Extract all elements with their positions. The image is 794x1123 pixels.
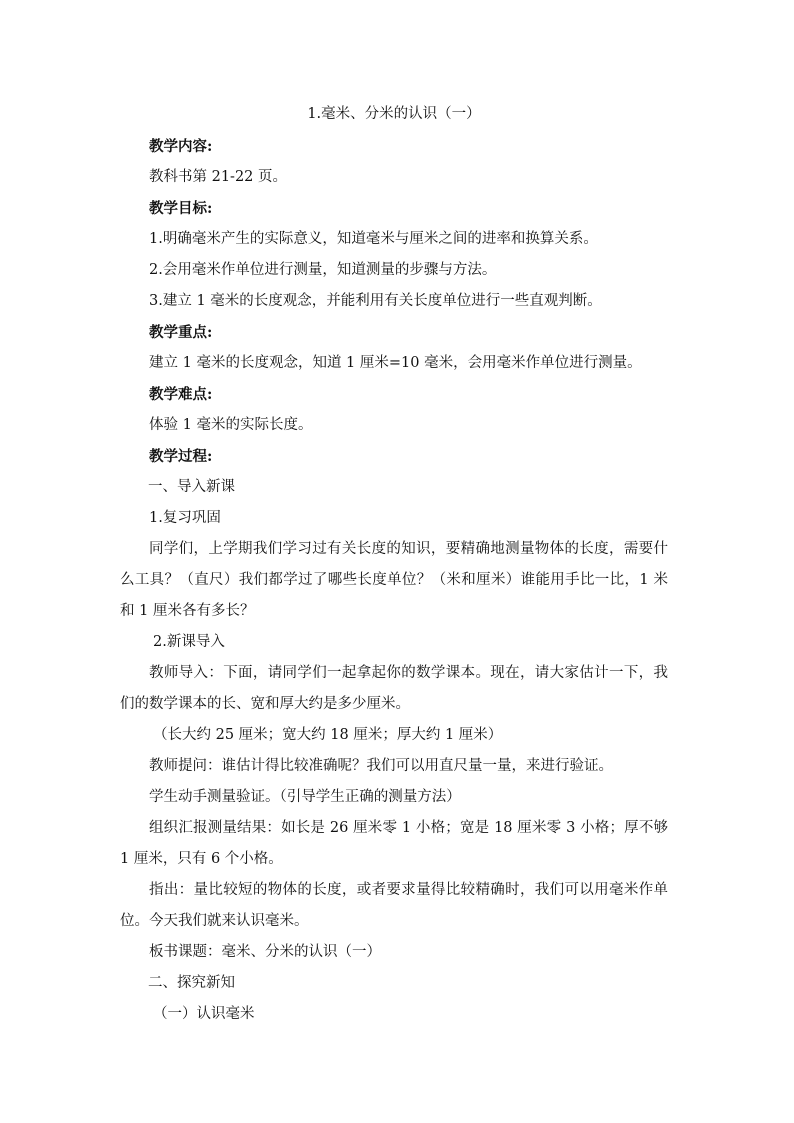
paragraph-board-title: 板书课题：毫米、分米的认识（一） [149, 944, 381, 960]
subsection-review: 1.复习巩固 [149, 510, 221, 526]
key-point-heading: 教学重点: [149, 324, 213, 341]
estimate-line: （长大约 25 厘米；宽大约 18 厘米；厚大约 1 厘米） [153, 727, 503, 743]
process-heading: 教学过程: [149, 448, 213, 465]
paragraph-student-measure: 学生动手测量验证。（引导学生正确的测量方法） [149, 789, 461, 805]
content-text: 教科书第 21-22 页。 [149, 169, 288, 185]
paragraph-teacher-question: 教师提问：谁估计得比较准确呢？我们可以用直尺量一量，来进行验证。 [149, 758, 613, 774]
difficulty-text: 体验 1 毫米的实际长度。 [149, 417, 313, 433]
content-heading: 教学内容: [149, 138, 213, 155]
paragraph-point-out: 指出：量比较短的物体的长度，或者要求量得比较精确时，我们可以用毫米作单位。今天我们就来认识毫米。 [120, 882, 668, 929]
paragraph-teacher-intro: 教师导入：下面，请同学们一起拿起你的数学课本。现在，请大家估计一下，我们的数学课本的长、宽和厚大约是多少厘米。 [120, 665, 668, 712]
document-body [120, 100, 668, 1030]
goal-item-2: 2.会用毫米作单位进行测量，知道测量的步骤与方法。 [149, 262, 497, 278]
section-heading-2: 二、探究新知 [148, 975, 235, 991]
section-heading-1: 一、导入新课 [148, 479, 235, 495]
goal-item-1: 1.明确毫米产生的实际意义，知道毫米与厘米之间的进率和换算关系。 [149, 231, 598, 247]
key-point-text: 建立 1 毫米的长度观念，知道 1 厘米=10 毫米，会用毫米作单位进行测量。 [149, 355, 642, 371]
paragraph-review: 同学们，上学期我们学习过有关长度的知识，要精确地测量物体的长度，需要什么工具？（直尺）我们都学过了哪些长度单位？（米和厘米）谁能用手比一比，1 米和 1 厘米各有多长？ [120, 541, 668, 619]
subsection-new-lesson: 2.新课导入 [153, 634, 225, 650]
document-title: 1.毫米、分米的认识（一） [307, 106, 481, 122]
paragraph-report: 组织汇报测量结果：如长是 26 厘米零 1 小格；宽是 18 厘米零 3 小格；厚不够 1 厘米，只有 6 个小格。 [120, 820, 668, 867]
subsection-know-millimeter: （一）认识毫米 [153, 1006, 255, 1022]
difficulty-heading: 教学难点: [149, 386, 213, 403]
goals-heading: 教学目标: [149, 200, 213, 217]
goal-item-3: 3.建立 1 毫米的长度观念，并能利用有关长度单位进行一些直观判断。 [149, 293, 602, 309]
